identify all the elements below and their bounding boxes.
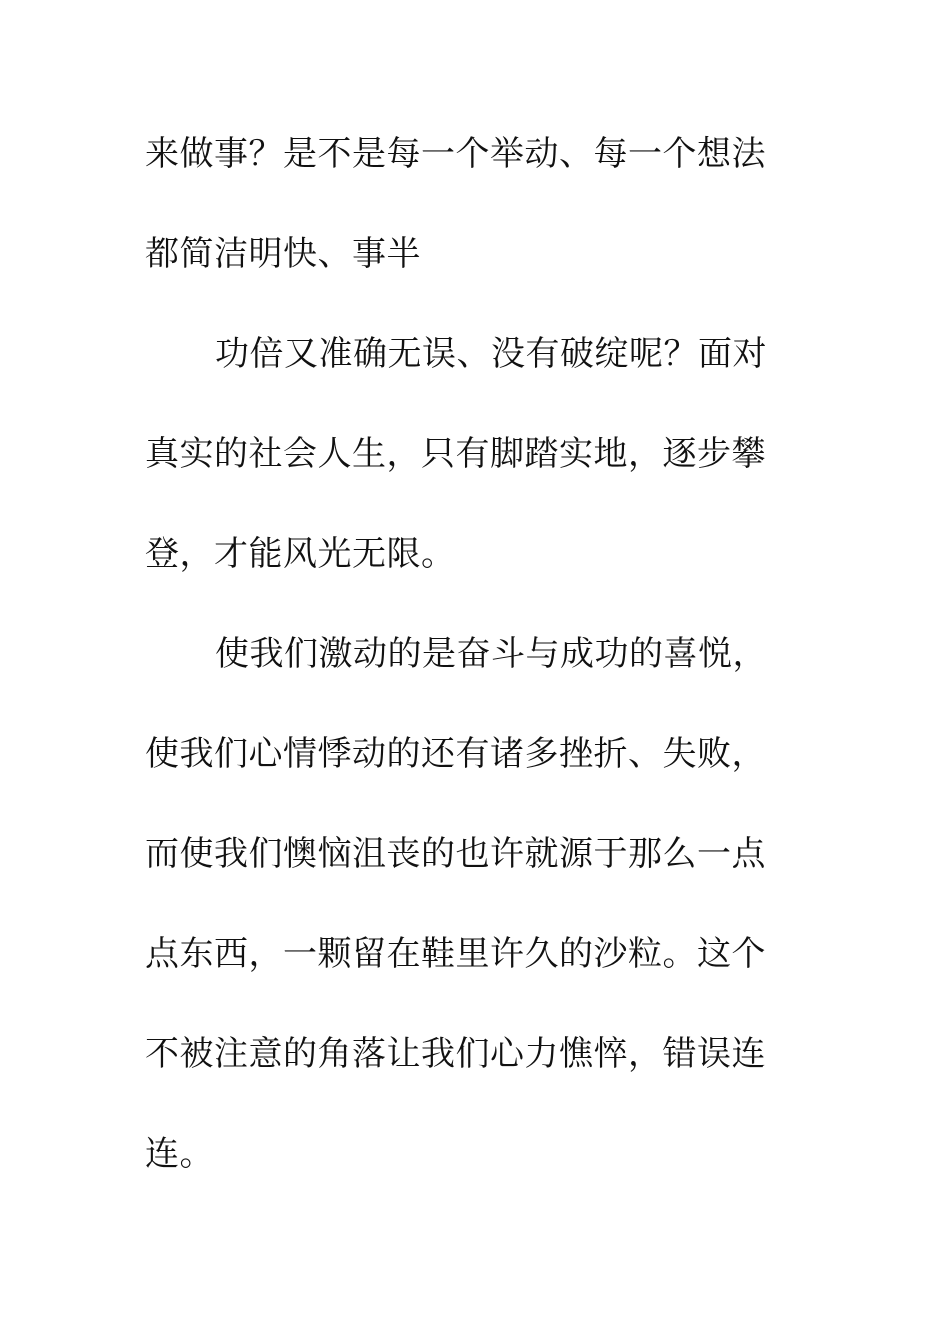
text-line: 点东西，一颗留在鞋里许久的沙粒。这个	[145, 934, 766, 974]
paragraph-start-line: 使我们激动的是奋斗与成功的喜悦，	[215, 634, 767, 674]
text-line: 而使我们懊恼沮丧的也许就源于那么一点	[145, 834, 766, 874]
text-line: 真实的社会人生，只有脚踏实地，逐步攀	[145, 434, 766, 474]
text-line: 登，才能风光无限。	[145, 534, 456, 574]
body-text	[145, 104, 785, 1204]
text-line: 连。	[145, 1134, 214, 1174]
paragraph-start-line: 功倍又准确无误、没有破绽呢？面对	[215, 334, 767, 374]
text-line: 来做事？是不是每一个举动、每一个想法	[145, 134, 766, 174]
text-line: 使我们心情悸动的还有诸多挫折、失败，	[145, 734, 766, 774]
text-line: 都简洁明快、事半	[145, 234, 421, 274]
text-line: 不被注意的角落让我们心力憔悴，错误连	[145, 1034, 766, 1074]
